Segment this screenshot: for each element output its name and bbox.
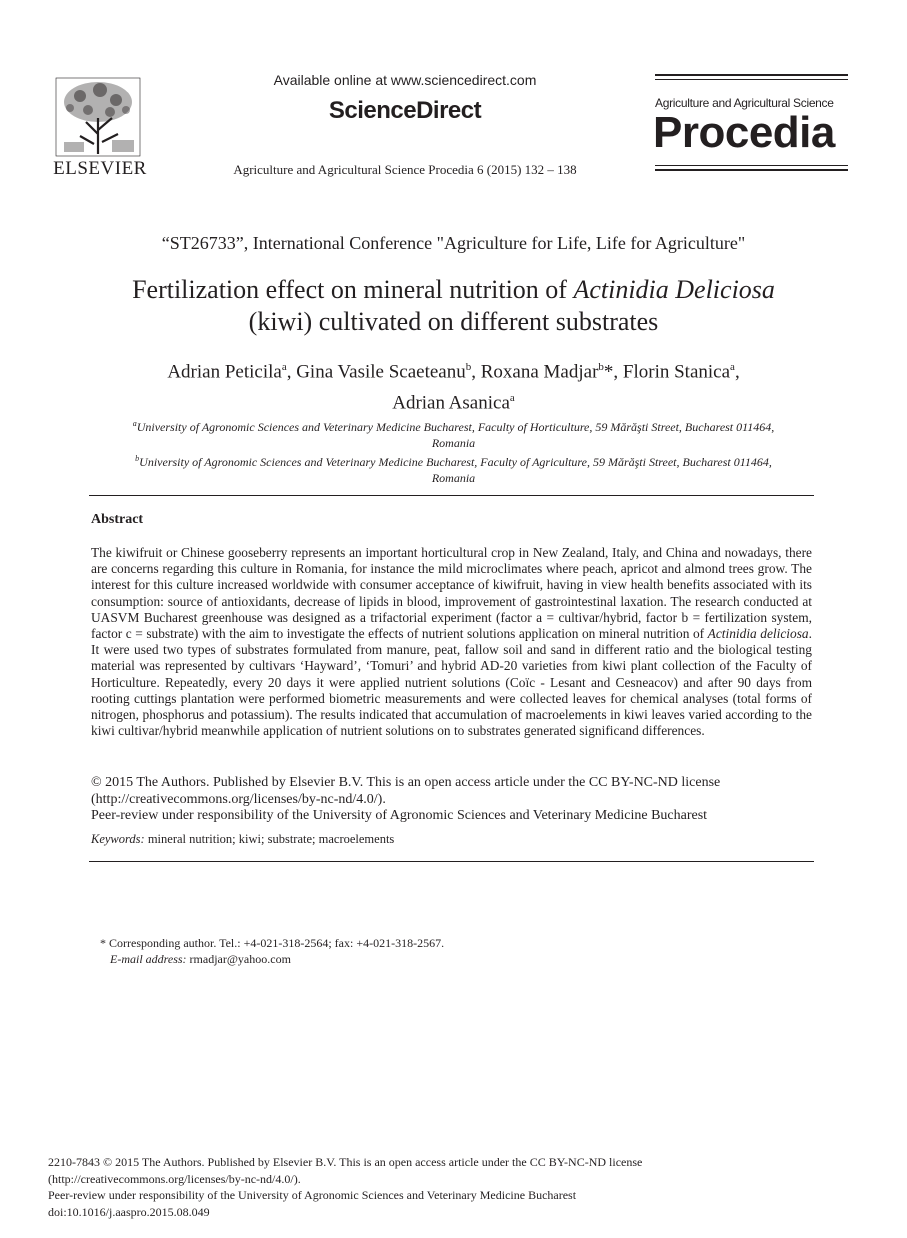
- procedia-rule: [655, 165, 848, 166]
- procedia-journal-name: Agriculture and Agricultural Science: [655, 96, 834, 110]
- affiliation-mark: b: [135, 454, 140, 463]
- procedia-rule: [655, 79, 848, 80]
- keywords-text: mineral nutrition; kiwi; substrate; macroelements: [144, 832, 395, 846]
- doi-line[interactable]: doi:10.1016/j.aaspro.2015.08.049: [48, 1204, 210, 1219]
- issn-line: 2210-7843 © 2015 The Authors. Published by Elsevier B.V. This is an open access article under the CC BY-NC-ND license: [48, 1155, 643, 1169]
- abstract-text: . It were used two types of substrates formulated from manure, peat, fallow soil and sand in different ratio and the biological testing material was represented by cultivars ‘Hayward’, ‘Tomuri’ and hybrid AD-20 varieties from kiwi plant collection of the Faculty of Horticulture. Repeatedly, every 20 days it were applied nutrient solutions (Coïc - Lesant and Cesneacov) and after 90 days from rooting cuttings plantation were performed biometric measurements and were collected leaves for chemical analyses (total forms of nitrogen, phosphorus and potassium). The results indicated that accumulation of macroelements in kiwi leaves varied according to the kiwi cultivar/hybrid meanwhile application of nutrient solutions on to substrates generated significand differences.: [91, 626, 812, 739]
- author-list: [60, 354, 847, 417]
- keywords-label: Keywords:: [91, 832, 145, 846]
- affiliations: [100, 416, 807, 486]
- author-name: Adrian Asanica: [392, 392, 510, 414]
- conference-line: “ST26733”, International Conference "Agriculture for Life, Life for Agriculture": [161, 233, 746, 253]
- affiliation-text: University of Agronomic Sciences and Veterinary Medicine Bucharest, Faculty of Agriculture, 59 Mărăşti Street, Bucharest 011464,: [139, 455, 772, 469]
- available-online-text: Available online at www.sciencedirect.com: [273, 72, 537, 88]
- abstract-text: The kiwifruit or Chinese gooseberry represents an important horticultural crop in New Zealand, Italy, and China and nowadays, there are concerns regarding this culture in Romania, for instance the mild microclimates where peach, apricot and almond trees grow. The interest for this culture increased worldwide with consumer acceptance of kiwifruit, having in view health benefits associated with its consumption: source of antioxidants, decrease of lipids in blood, improvement of gastrointestinal laxation. The research conducted at UASVM Bucharest greenhouse was designed as a trifactorial experiment (factor a = cultivar/hybrid, factor b = fertilization system, factor c = substrate) with the aim to investigate the effects of nutrient solutions application on mineral nutrition of: [91, 545, 812, 642]
- email-label: E-mail address:: [110, 952, 187, 966]
- author-affil-mark: a: [730, 361, 735, 373]
- procedia-rule: [655, 169, 848, 171]
- author-name: Florin Stanica: [622, 361, 731, 383]
- publisher-name: ELSEVIER: [53, 158, 147, 179]
- affiliation-a: [100, 416, 807, 451]
- section-divider: [89, 861, 814, 862]
- corresponding-author: * Corresponding author. Tel.: +4-021-318-2564; fax: +4-021-318-2567.: [100, 936, 445, 950]
- title-species: Actinidia Deliciosa: [573, 275, 775, 304]
- corresponding-footnote: [100, 935, 700, 967]
- procedia-rule: [655, 74, 848, 76]
- author-sep: ,: [471, 361, 481, 383]
- author-sep: ,: [286, 361, 297, 383]
- author-affil-mark: b: [598, 361, 604, 373]
- copyright-line: © 2015 The Authors. Published by Elsevier B.V. This is an open access article under the CC BY-NC-ND license: [91, 775, 721, 790]
- author-name: Adrian Peticila: [167, 361, 282, 383]
- author-sep: ,: [734, 361, 740, 383]
- author-affil-mark: a: [509, 392, 515, 405]
- bottom-copyright: [48, 1154, 848, 1220]
- license-link[interactable]: (http://creativecommons.org/licenses/by-nc-nd/4.0/).: [91, 791, 386, 807]
- abstract-species: Actinidia deliciosa: [707, 626, 809, 642]
- title-part2: (kiwi) cultivated on different substrates: [248, 307, 659, 336]
- peer-review-line: Peer-review under responsibility of the University of Agronomic Sciences and Veterinary Medicine Bucharest: [48, 1188, 577, 1202]
- email-address[interactable]: rmadjar@yahoo.com: [186, 952, 291, 966]
- affiliation-b: [100, 451, 807, 486]
- author-name: Roxana Madjar: [480, 361, 599, 383]
- affiliation-country: Romania: [431, 471, 476, 485]
- procedia-logo: Procedia: [653, 108, 835, 157]
- section-divider: [89, 495, 814, 496]
- email-line: [100, 951, 700, 967]
- paper-title: [60, 274, 847, 338]
- author-affil-mark: b: [465, 361, 472, 373]
- affiliation-mark: a: [132, 419, 137, 428]
- author-name: Gina Vasile Scaeteanu: [296, 361, 466, 383]
- author-sep: *,: [603, 361, 623, 383]
- license-link[interactable]: (http://creativecommons.org/licenses/by-nc-nd/4.0/).: [48, 1171, 301, 1186]
- keywords: [91, 832, 812, 847]
- peer-review-line: Peer-review under responsibility of the University of Agronomic Sciences and Veterinary Medicine Bucharest: [91, 808, 708, 823]
- author-affil-mark: a: [281, 361, 287, 373]
- title-part1: Fertilization effect on mineral nutrition of: [132, 275, 574, 304]
- sciencedirect-logo: ScienceDirect: [328, 97, 482, 124]
- abstract-body: [91, 545, 812, 739]
- affiliation-country: Romania: [431, 436, 476, 450]
- copyright-block: [91, 775, 812, 825]
- affiliation-text: University of Agronomic Sciences and Veterinary Medicine Bucharest, Faculty of Horticulture, 59 Mărăşti Street, Bucharest 011464,: [136, 420, 775, 434]
- journal-reference: Agriculture and Agricultural Science Procedia 6 (2015) 132 – 138: [233, 162, 577, 177]
- abstract-heading: Abstract: [91, 512, 144, 527]
